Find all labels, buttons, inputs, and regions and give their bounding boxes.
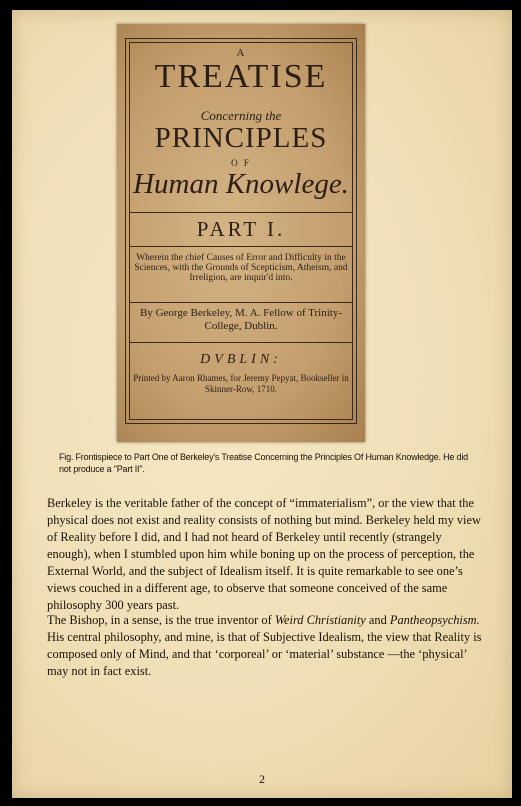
term-pantheopsychism: Pantheopsychism. [389,613,480,627]
title-part: PART I. [196,217,286,241]
title-author: By George Berkeley, M. A. Fellow of Trinity-College, Dublin. [140,307,342,332]
title-human-knowledge: Human Knowlege. [133,168,349,200]
frontispiece-image [117,24,365,442]
title-a: A [236,47,246,59]
paragraph-1: Berkeley is the veritable father of the concept of “immaterialism”, or the view that the physical does not exist and reality consists of nothing but mind. Berkeley held my view of Reality before I did, and I had not heard of Berkeley until recently (strangely enough), when I stumbled upon him while boning up on the process of perception, the External World, and the subject of Idealism itself. It is quite remarkable to see one’s views couched in a different age, to observe that someone conceived of the same philosophy 300 years past. [47,496,481,612]
title-of: O F [231,158,251,168]
divider [129,246,353,247]
title-wherein: Wherein the chief Causes of Error and Difficulty in the Sciences, with the Grounds of Scepticism, Atheism, and Irreligion, are inquir'd into. [134,253,348,283]
term-weird-christianity: Weird Christianity [274,613,366,627]
divider [129,302,353,303]
document-page [12,10,512,798]
divider [129,212,353,213]
title-treatise: TREATISE [154,58,328,95]
divider [129,342,353,343]
title-principles: PRINCIPLES [154,122,328,154]
title-dublin: DVBLIN: [200,352,282,367]
figure-caption: Fig. Frontispiece to Part One of Berkeley's Treatise Concerning the Principles Of Human Knowledge. He did not produce a "Part II". [59,452,468,474]
title-concerning: Concerning the [200,108,282,123]
paragraph-2: The Bishop, in a sense, is the true inventor of Weird Christianity and Pantheopsychism. His central philosophy, and mine, is that of Subjective Idealism, the view that Reality is composed only of Mind, and that ‘corporeal’ or ‘material’ substance —the ‘physical’ may not in fact exist. [47,613,482,678]
page-number: 2 [259,772,265,786]
title-printer: Printed by Aaron Rhames, for Jeremy Pepyat, Bookseller in Skinner-Row, 1710. [133,373,349,394]
